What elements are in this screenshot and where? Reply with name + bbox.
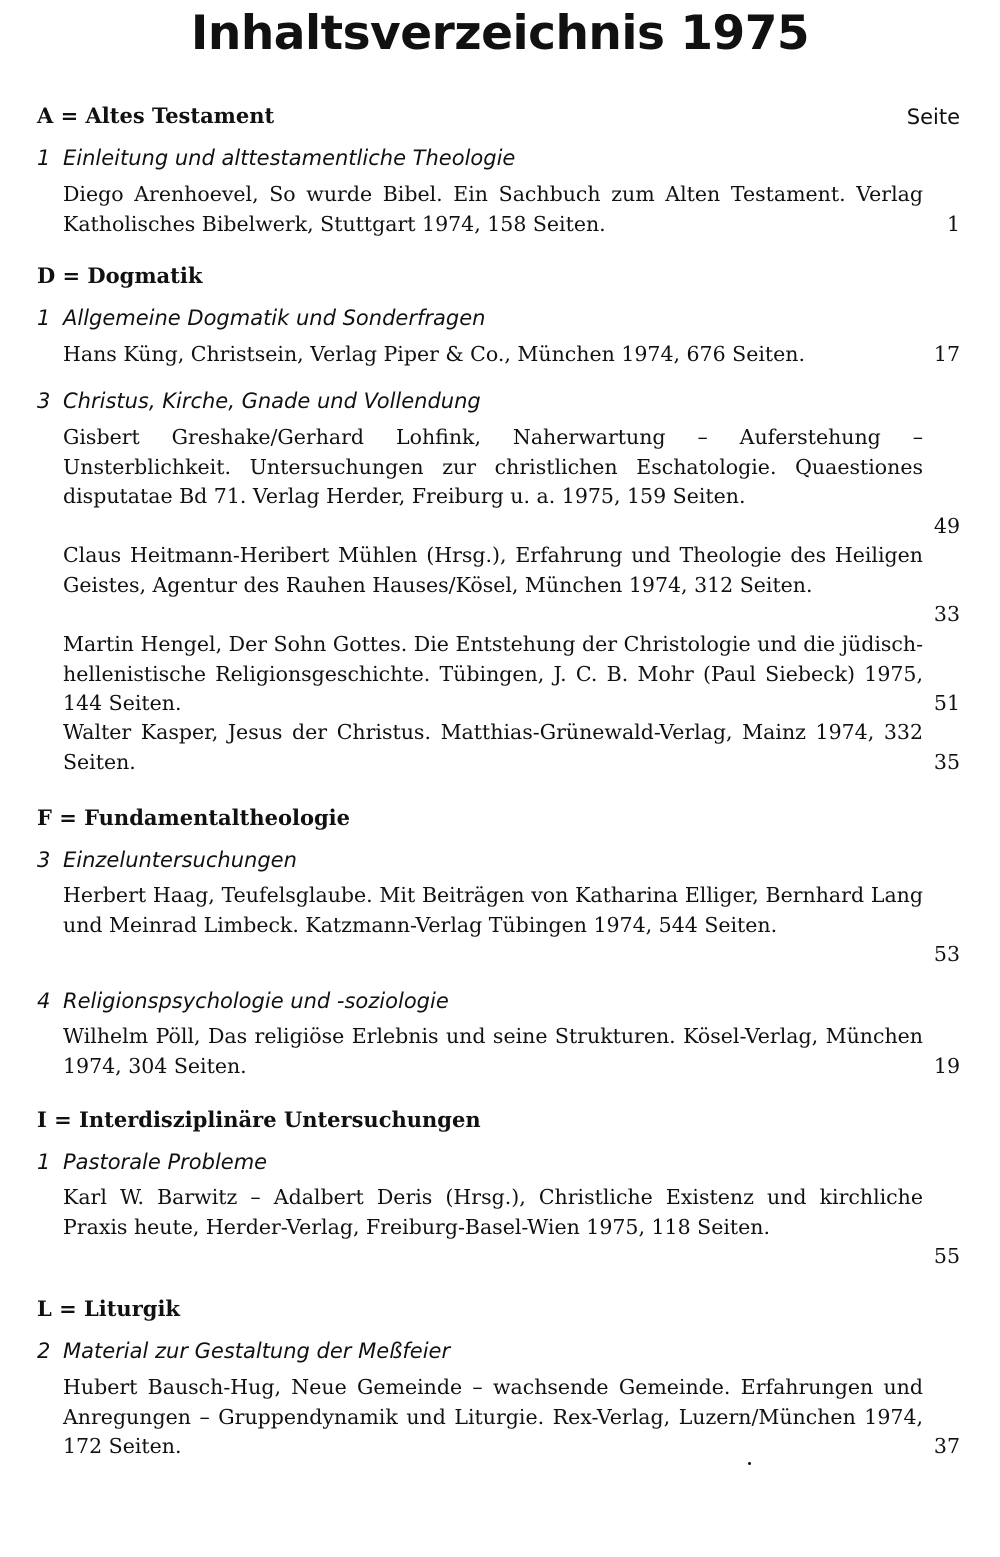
page-number: 49 — [933, 514, 960, 538]
page-number: 51 — [933, 691, 960, 715]
bibliography-entry: Hans Küng, Christsein, Verlag Piper & Co., München 1974, 676 Seiten. — [63, 342, 805, 366]
subsection-number: 1 — [37, 1150, 51, 1174]
page-number: 37 — [933, 1434, 960, 1458]
subsection-number: 3 — [37, 848, 51, 872]
page-number: 17 — [933, 342, 960, 366]
page-number: 1 — [946, 212, 960, 236]
page-number: 35 — [933, 750, 960, 774]
bibliography-entry: Wilhelm Pöll, Das religiöse Erlebnis und seine Strukturen. Kösel-Verlag, München 1974, 304 Seiten. — [63, 1024, 923, 1078]
subsection-number: 1 — [37, 146, 51, 170]
bibliography-entry: Diego Arenhoevel, So wurde Bibel. Ein Sachbuch zum Alten Testament. Verlag Katholisches Bibelwerk, Stuttgart 1974, 158 Seiten. — [63, 182, 923, 236]
section-heading-d: D = Dogmatik — [37, 263, 203, 288]
subsection-title — [37, 306, 485, 330]
subsection-label: Einzeluntersuchungen — [63, 848, 297, 872]
bibliography-entry: Walter Kasper, Jesus der Christus. Matthias-Grünewald-Verlag, Mainz 1974, 332 Seiten. — [63, 720, 923, 774]
subsection-title — [37, 146, 515, 170]
section-heading-l: L = Liturgik — [37, 1296, 180, 1321]
subsection-number: 2 — [37, 1339, 51, 1363]
page-title: Inhaltsverzeichnis 1975 — [190, 6, 810, 61]
bibliography-entry: Martin Hengel, Der Sohn Gottes. Die Entstehung der Christologie und die jüdisch-hellenistische Religionsgeschichte. Tübingen, J. C. B. Mohr (Paul Siebeck) 1975, 144 Seiten. — [63, 632, 923, 715]
subsection-title — [37, 989, 449, 1013]
page-number: 33 — [933, 602, 960, 626]
bibliography-entry: Gisbert Greshake/Gerhard Lohfink, Naherwartung – Auferstehung – Unsterblichkeit. Untersuchungen zur christlichen Eschatologie. Quaestiones disputatae Bd 71. Verlag Herder, Freiburg u. a. 1975, 159 Seiten. — [63, 425, 923, 508]
subsection-number: 1 — [37, 306, 51, 330]
print-speck — [748, 1462, 751, 1465]
subsection-title — [37, 1339, 450, 1363]
subsection-title — [37, 389, 481, 413]
bibliography-entry: Claus Heitmann-Heribert Mühlen (Hrsg.), Erfahrung und Theologie des Heiligen Geistes, Agentur des Rauhen Hauses/Kösel, München 1974, 312 Seiten. — [63, 543, 923, 597]
page-number: 19 — [933, 1054, 960, 1078]
section-heading-f: F = Fundamentaltheologie — [37, 805, 350, 830]
subsection-label: Christus, Kirche, Gnade und Vollendung — [63, 389, 481, 413]
subsection-number: 4 — [37, 989, 51, 1013]
subsection-label: Allgemeine Dogmatik und Sonderfragen — [63, 306, 486, 330]
subsection-label: Material zur Gestaltung der Meßfeier — [63, 1339, 451, 1363]
page-number: 53 — [933, 942, 960, 966]
subsection-label: Religionspsychologie und -soziologie — [63, 989, 449, 1013]
bibliography-entry: Hubert Bausch-Hug, Neue Gemeinde – wachsende Gemeinde. Erfahrungen und Anregungen – Gruppendynamik und Liturgie. Rex-Verlag, Luzern/München 1974, 172 Seiten. — [63, 1375, 923, 1458]
subsection-title — [37, 848, 297, 872]
subsection-title — [37, 1150, 267, 1174]
subsection-label: Pastorale Probleme — [63, 1150, 268, 1174]
bibliography-entry: Karl W. Barwitz – Adalbert Deris (Hrsg.), Christliche Existenz und kirchliche Praxis heute, Herder-Verlag, Freiburg-Basel-Wien 1975, 118 Seiten. — [63, 1185, 923, 1239]
page-number: 55 — [933, 1244, 960, 1268]
subsection-number: 3 — [37, 389, 51, 413]
subsection-label: Einleitung und alttestamentliche Theologie — [63, 146, 516, 170]
bibliography-entry: Herbert Haag, Teufelsglaube. Mit Beiträgen von Katharina Elliger, Bernhard Lang und Meinrad Limbeck. Katzmann-Verlag Tübingen 1974, 544 Seiten. — [63, 883, 923, 937]
section-heading-a: A = Altes Testament — [37, 103, 275, 128]
section-heading-i: I = Interdisziplinäre Untersuchungen — [37, 1107, 481, 1132]
seite-column-label: Seite — [906, 105, 960, 129]
